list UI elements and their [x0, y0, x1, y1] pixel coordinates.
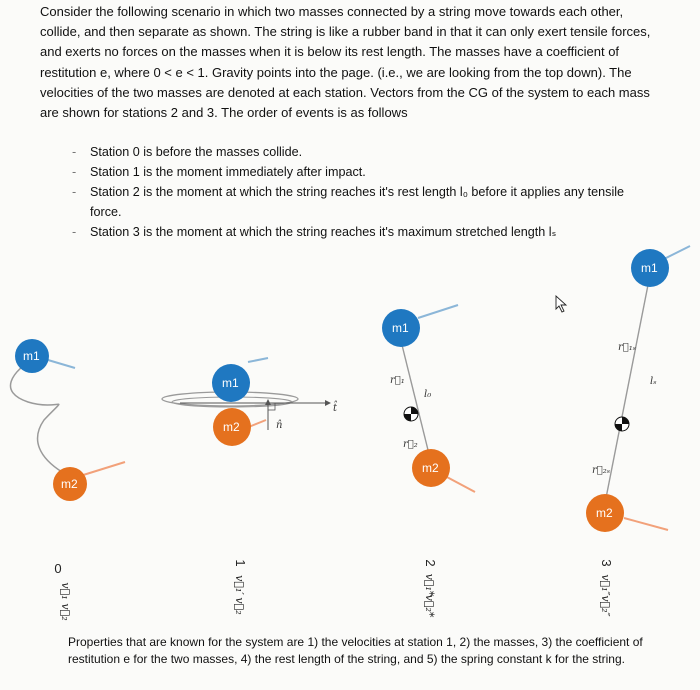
- s1-m2-label: m2: [223, 420, 240, 434]
- s2-l0-label: l₀: [424, 389, 432, 400]
- station-3-v2: v⃗₂″: [599, 595, 612, 617]
- station-list-item-0: - Station 0 is before the masses collide.: [66, 142, 646, 162]
- station-2-v2: v⃗₂*: [423, 594, 436, 618]
- known-properties-text: Properties that are known for the system are 1) the velocities at station 1, 2) the masses, 3) the coefficient of restitution e for the two masses, 4) the rest length of the string, and 5) the spring constant k for the string.: [68, 635, 643, 666]
- s3-m2-velocity: [624, 518, 668, 530]
- cursor-icon: [556, 296, 566, 312]
- s3-r2s-label: r⃗₂ₛ: [592, 465, 611, 476]
- s3-ls-label: lₛ: [650, 376, 657, 387]
- s3-string: [606, 285, 648, 498]
- station-2: [382, 305, 475, 492]
- station-0-v2: v⃗₂: [59, 603, 72, 621]
- station-number-2: 2: [423, 559, 438, 567]
- s0-string: [10, 356, 62, 472]
- s1-t-hat: t̂: [333, 403, 338, 414]
- s2-m1-label: m1: [392, 321, 409, 335]
- station-1-v1: v⃗₁′: [233, 575, 246, 595]
- station-1-v2: v⃗₂: [233, 597, 246, 615]
- station-0: [10, 339, 125, 501]
- s3-m2-label: m2: [596, 506, 613, 520]
- station-number-1: 1: [233, 559, 248, 567]
- station-list-item-3: - Station 3 is the moment at which the string reaches it's maximum stretched length lₛ: [66, 222, 646, 242]
- s2-cg-icon: [404, 407, 418, 421]
- s1-m1-velocity: [248, 358, 268, 362]
- s3-m1-velocity: [662, 246, 690, 260]
- station-list-item-2: - Station 2 is the moment at which the string reaches it's rest length l₀ before it applies any tensile force.: [66, 182, 646, 222]
- s0-m2-label: m2: [61, 477, 78, 491]
- station-2-v1: v⃗₁*: [423, 573, 436, 597]
- s3-r1s-label: r⃗₁ₛ: [618, 342, 637, 353]
- station-number-3: 3: [599, 559, 614, 567]
- s2-r2-label: r⃗₂: [403, 439, 418, 450]
- s2-r1-label: r⃗₁: [390, 375, 405, 386]
- station-label-0: [54, 561, 72, 621]
- intro-paragraph: Consider the following scenario in which two masses connected by a string move towards each other, collide, and then separate as shown. The string is like a rubber band in that it can only exert tensile forces, and exerts no forces on the masses when it is below its rest length. The masses have a coefficient of restitution e, where 0 < e < 1. Gravity points into the page. (i.e., we are looking from the top down). The velocities of the two masses are denoted at each station. Vectors from the CG of the system to each mass are shown for stations 2 and 3. The order of events is as follows: [40, 4, 651, 121]
- s0-m2-velocity: [80, 462, 125, 476]
- station-label-2: [423, 559, 438, 617]
- s2-m2-velocity: [445, 476, 475, 492]
- station-list-item-1: - Station 1 is the moment immediately after impact.: [66, 162, 646, 182]
- s2-m2-label: m2: [422, 461, 439, 475]
- s3-cg-icon: [615, 417, 629, 431]
- station-number-0: 0: [54, 561, 62, 576]
- s1-n-hat: n̂: [276, 420, 283, 431]
- station-label-1: [233, 559, 248, 614]
- station-1: [162, 358, 338, 446]
- s2-m1-velocity: [418, 305, 458, 318]
- station-3: [556, 246, 690, 532]
- s0-m1-velocity: [48, 360, 75, 368]
- s0-m1-label: m1: [23, 349, 40, 363]
- station-3-v1: v⃗₁″: [599, 574, 612, 596]
- s3-m1-label: m1: [641, 261, 658, 275]
- station-label-3: [599, 559, 614, 617]
- known-properties: [68, 634, 668, 668]
- station-0-v1: v⃗₁: [59, 582, 72, 600]
- s1-m1-label: m1: [222, 376, 239, 390]
